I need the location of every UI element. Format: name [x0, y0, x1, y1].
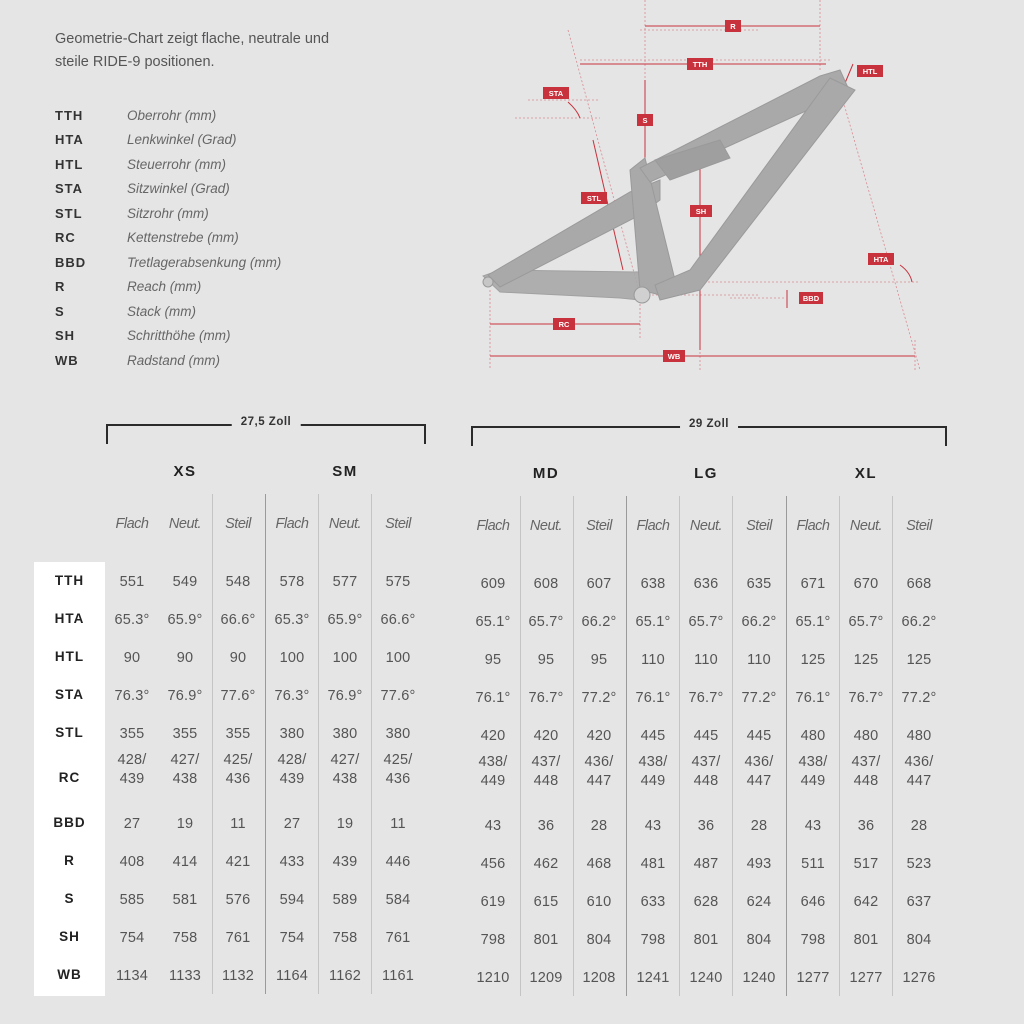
table-cell: 76.9° — [167, 688, 203, 704]
table-cell: 754 — [119, 930, 145, 946]
table-cell: 1161 — [382, 968, 414, 984]
table-cell: 438/ 449 — [478, 754, 508, 789]
table-cell: 1241 — [636, 970, 670, 986]
table-cell: 801 — [693, 932, 719, 948]
table-cell: 1240 — [742, 970, 776, 986]
table-cell: 95 — [484, 652, 502, 668]
table-cell: 19 — [336, 816, 354, 832]
table-cell: 523 — [906, 856, 932, 872]
table-cell: 380 — [385, 726, 411, 742]
table-cell: 420 — [480, 728, 506, 744]
column-divider — [892, 496, 893, 996]
table-cell: 1240 — [689, 970, 723, 986]
table-cell: 420 — [586, 728, 612, 744]
diagram-label-wb: WB — [667, 352, 681, 361]
table-cell: 65.7° — [688, 614, 724, 630]
table-cell: 798 — [800, 932, 826, 948]
table-cell: 428/ 439 — [277, 752, 307, 787]
table-cell: 493 — [746, 856, 772, 872]
table-cell: 380 — [279, 726, 305, 742]
table-cell: 761 — [225, 930, 251, 946]
table-cell: 594 — [279, 892, 305, 908]
table-cell: 28 — [750, 818, 768, 834]
table-cell: 437/ 448 — [851, 754, 881, 789]
table-cell: 65.1° — [795, 614, 831, 630]
column-divider — [679, 496, 680, 996]
table-cell: 481 — [640, 856, 666, 872]
table-cell: 43 — [484, 818, 502, 834]
column-divider — [318, 494, 319, 994]
mode-label: Steil — [225, 516, 251, 532]
diagram-label-s: S — [642, 116, 648, 125]
table-cell: 798 — [480, 932, 506, 948]
table-cell: 445 — [746, 728, 772, 744]
table-cell: 76.1° — [795, 690, 831, 706]
table-cell: 100 — [385, 650, 411, 666]
table-cell: 355 — [172, 726, 198, 742]
table-cell: 754 — [279, 930, 305, 946]
table-cell: 549 — [172, 574, 198, 590]
legend-abbr: RC — [55, 230, 76, 246]
legend-desc: Oberrohr (mm) — [127, 107, 217, 123]
table-cell: 43 — [644, 818, 662, 834]
mode-label: Neut. — [689, 518, 723, 534]
mode-label: Flach — [636, 518, 670, 534]
table-cell: 468 — [586, 856, 612, 872]
table-cell: 66.6° — [380, 612, 416, 628]
row-header-r: R — [64, 853, 75, 868]
table-cell: 65.9° — [327, 612, 363, 628]
mode-label: Flach — [115, 516, 149, 532]
column-divider — [732, 496, 733, 996]
legend-abbr: WB — [55, 352, 79, 368]
mode-label: Neut. — [529, 518, 563, 534]
table-cell: 581 — [172, 892, 198, 908]
table-cell: 65.1° — [635, 614, 671, 630]
table-cell: 65.9° — [167, 612, 203, 628]
table-cell: 758 — [332, 930, 358, 946]
table-cell: 801 — [533, 932, 559, 948]
table-cell: 480 — [800, 728, 826, 744]
table-cell: 77.2° — [901, 690, 937, 706]
table-cell: 436/ 447 — [904, 754, 934, 789]
table-cell: 633 — [640, 894, 666, 910]
size-heading-xs: XS — [173, 463, 197, 480]
table-cell: 608 — [533, 576, 559, 592]
legend-abbr: HTL — [55, 156, 84, 172]
table-cell: 438/ 449 — [798, 754, 828, 789]
diagram-label-sh: SH — [695, 207, 707, 216]
table-cell: 668 — [906, 576, 932, 592]
row-header-htl: HTL — [54, 649, 85, 664]
table-cell: 76.1° — [635, 690, 671, 706]
table-cell: 761 — [385, 930, 411, 946]
table-cell: 804 — [906, 932, 932, 948]
table-cell: 1133 — [169, 968, 201, 984]
table-cell: 427/ 438 — [170, 752, 200, 787]
table-cell: 125 — [853, 652, 879, 668]
table-cell: 480 — [853, 728, 879, 744]
table-cell: 90 — [176, 650, 194, 666]
legend-abbr: STA — [55, 181, 84, 197]
table-cell: 77.2° — [741, 690, 777, 706]
legend-abbr: TTH — [55, 107, 84, 123]
legend-abbr: SH — [55, 328, 76, 344]
table-cell: 637 — [906, 894, 932, 910]
table-cell: 76.9° — [327, 688, 363, 704]
table-cell: 438/ 449 — [638, 754, 668, 789]
legend-desc: Tretlagerabsenkung (mm) — [127, 254, 282, 270]
table-cell: 758 — [172, 930, 198, 946]
table-cell: 65.1° — [475, 614, 511, 630]
group-label-27-5: 27,5 Zoll — [232, 416, 301, 428]
row-header-sta: STA — [55, 687, 84, 702]
table-cell: 577 — [332, 574, 358, 590]
table-cell: 66.2° — [741, 614, 777, 630]
legend-row — [55, 177, 281, 202]
legend-abbr: BBD — [55, 254, 87, 270]
table-cell: 36 — [697, 818, 715, 834]
table-cell: 575 — [385, 574, 411, 590]
mode-label: Neut. — [328, 516, 362, 532]
table-cell: 65.3° — [274, 612, 310, 628]
table-cell: 446 — [385, 854, 411, 870]
legend-row — [55, 128, 281, 153]
table-cell: 110 — [641, 652, 665, 668]
table-cell: 90 — [123, 650, 141, 666]
column-divider — [520, 496, 521, 996]
legend-row — [55, 226, 281, 251]
size-heading-sm: SM — [332, 463, 358, 480]
table-cell: 36 — [537, 818, 555, 834]
table-cell: 27 — [283, 816, 301, 832]
table-cell: 670 — [853, 576, 879, 592]
table-cell: 1162 — [329, 968, 361, 984]
table-cell: 425/ 436 — [383, 752, 413, 787]
table-cell: 95 — [537, 652, 555, 668]
table-cell: 804 — [746, 932, 772, 948]
table-cell: 76.7° — [688, 690, 724, 706]
table-cell: 1276 — [902, 970, 936, 986]
column-divider — [839, 496, 840, 996]
table-cell: 487 — [693, 856, 719, 872]
table-cell: 11 — [390, 816, 406, 832]
table-cell: 66.6° — [220, 612, 256, 628]
legend-desc: Schritthöhe (mm) — [127, 328, 231, 344]
table-cell: 76.3° — [114, 688, 150, 704]
table-cell: 635 — [746, 576, 772, 592]
table-cell: 43 — [804, 818, 822, 834]
legend-row — [55, 152, 281, 177]
legend-abbr: HTA — [55, 132, 84, 148]
table-cell: 551 — [119, 574, 145, 590]
group-label-29: 29 Zoll — [680, 418, 738, 430]
table-cell: 125 — [800, 652, 826, 668]
diagram-label-htl: HTL — [862, 67, 878, 76]
table-cell: 511 — [801, 856, 825, 872]
diagram-label-bbd: BBD — [802, 294, 820, 303]
table-cell: 125 — [906, 652, 932, 668]
table-cell: 1208 — [582, 970, 616, 986]
diagram-label-tth: TTH — [692, 60, 708, 69]
table-cell: 1210 — [476, 970, 510, 986]
row-header-sh: SH — [59, 929, 80, 944]
table-cell: 578 — [279, 574, 305, 590]
mode-label: Neut. — [849, 518, 883, 534]
column-divider — [573, 496, 574, 996]
table-cell: 414 — [172, 854, 198, 870]
table-cell: 110 — [694, 652, 718, 668]
table-cell: 624 — [746, 894, 772, 910]
table-cell: 517 — [853, 856, 879, 872]
table-cell: 66.2° — [901, 614, 937, 630]
table-cell: 584 — [385, 892, 411, 908]
legend-row — [55, 103, 281, 128]
table-cell: 90 — [229, 650, 247, 666]
size-heading-lg: LG — [694, 465, 718, 482]
row-header-stl: STL — [55, 725, 84, 740]
table-cell: 548 — [225, 574, 251, 590]
table-cell: 1277 — [849, 970, 883, 986]
table-cell: 77.6° — [220, 688, 256, 704]
legend-row — [55, 348, 281, 373]
table-cell: 646 — [800, 894, 826, 910]
row-header-s: S — [64, 891, 75, 906]
row-header-hta: HTA — [54, 611, 85, 626]
legend-desc: Stack (mm) — [127, 303, 196, 319]
column-divider — [212, 494, 213, 994]
table-cell: 589 — [332, 892, 358, 908]
table-cell: 77.2° — [581, 690, 617, 706]
geometry-legend — [55, 103, 281, 373]
size-heading-xl: XL — [854, 465, 878, 482]
row-header-wb: WB — [57, 967, 82, 982]
table-cell: 456 — [480, 856, 506, 872]
table-cell: 610 — [586, 894, 612, 910]
diagram-label-r: R — [730, 22, 736, 31]
table-cell: 642 — [853, 894, 879, 910]
mode-label: Flach — [796, 518, 830, 534]
legend-desc: Steuerrohr (mm) — [127, 156, 227, 172]
legend-abbr: R — [55, 279, 66, 295]
table-cell: 801 — [853, 932, 879, 948]
mode-label: Neut. — [168, 516, 202, 532]
legend-row — [55, 299, 281, 324]
table-cell: 798 — [640, 932, 666, 948]
table-cell: 433 — [279, 854, 305, 870]
table-cell: 576 — [225, 892, 251, 908]
table-cell: 445 — [693, 728, 719, 744]
table-cell: 439 — [332, 854, 358, 870]
table-cell: 110 — [747, 652, 771, 668]
table-cell: 65.7° — [848, 614, 884, 630]
table-cell: 65.7° — [528, 614, 564, 630]
table-cell: 445 — [640, 728, 666, 744]
row-header-rc: RC — [58, 770, 81, 785]
mode-label: Steil — [385, 516, 411, 532]
column-divider — [371, 494, 372, 994]
legend-row — [55, 275, 281, 300]
table-cell: 671 — [800, 576, 826, 592]
table-cell: 76.3° — [274, 688, 310, 704]
intro-text: Geometrie-Chart zeigt flache, neutrale und steile RIDE-9 positionen. — [55, 31, 330, 70]
legend-row — [55, 324, 281, 349]
diagram-label-rc: RC — [558, 320, 570, 329]
legend-desc: Sitzwinkel (Grad) — [127, 181, 230, 197]
table-cell: 420 — [533, 728, 559, 744]
table-cell: 95 — [590, 652, 608, 668]
legend-abbr: STL — [55, 205, 83, 221]
mode-label: Flach — [476, 518, 510, 534]
legend-desc: Sitzrohr (mm) — [127, 205, 209, 221]
table-cell: 638 — [640, 576, 666, 592]
table-cell: 28 — [590, 818, 608, 834]
table-cell: 380 — [332, 726, 358, 742]
table-cell: 437/ 448 — [531, 754, 561, 789]
table-cell: 609 — [480, 576, 506, 592]
table-cell: 408 — [119, 854, 145, 870]
table-cell: 1132 — [222, 968, 254, 984]
column-divider — [626, 496, 627, 996]
legend-desc: Radstand (mm) — [127, 352, 221, 368]
table-cell: 28 — [910, 818, 928, 834]
row-header-bbd: BBD — [53, 815, 86, 830]
size-heading-md: MD — [532, 465, 560, 482]
legend-desc: Kettenstrebe (mm) — [127, 230, 239, 246]
table-cell: 77.6° — [380, 688, 416, 704]
table-cell: 76.1° — [475, 690, 511, 706]
table-cell: 421 — [225, 854, 251, 870]
legend-desc: Reach (mm) — [127, 279, 202, 295]
table-cell: 76.7° — [848, 690, 884, 706]
table-cell: 585 — [119, 892, 145, 908]
row-header-tth: TTH — [54, 573, 85, 588]
table-cell: 11 — [230, 816, 246, 832]
column-divider — [786, 496, 787, 996]
column-divider — [265, 494, 266, 994]
bike-geometry-diagram — [470, 0, 940, 380]
table-cell: 36 — [857, 818, 875, 834]
table-cell: 100 — [279, 650, 305, 666]
diagram-label-stl: STL — [586, 194, 602, 203]
table-cell: 628 — [693, 894, 719, 910]
table-cell: 607 — [586, 576, 612, 592]
table-cell: 66.2° — [581, 614, 617, 630]
table-cell: 636 — [693, 576, 719, 592]
mode-label: Steil — [746, 518, 772, 534]
table-cell: 427/ 438 — [330, 752, 360, 787]
group-bracket-27-5 — [106, 416, 426, 444]
table-cell: 615 — [533, 894, 559, 910]
table-cell: 100 — [332, 650, 358, 666]
table-cell: 804 — [586, 932, 612, 948]
table-cell: 1134 — [116, 968, 148, 984]
table-cell: 462 — [533, 856, 559, 872]
table-cell: 355 — [225, 726, 251, 742]
mode-label: Steil — [586, 518, 612, 534]
legend-desc: Lenkwinkel (Grad) — [127, 132, 237, 148]
group-bracket-29 — [471, 418, 947, 446]
table-cell: 1209 — [529, 970, 563, 986]
table-cell: 425/ 436 — [223, 752, 253, 787]
table-cell: 619 — [480, 894, 506, 910]
table-cell: 436/ 447 — [744, 754, 774, 789]
table-cell: 355 — [119, 726, 145, 742]
table-cell: 19 — [176, 816, 194, 832]
table-cell: 480 — [906, 728, 932, 744]
table-cell: 27 — [123, 816, 141, 832]
table-cell: 437/ 448 — [691, 754, 721, 789]
legend-row — [55, 250, 281, 275]
table-cell: 1277 — [796, 970, 830, 986]
mode-label: Flach — [275, 516, 309, 532]
table-cell: 428/ 439 — [117, 752, 147, 787]
table-cell: 76.7° — [528, 690, 564, 706]
legend-row — [55, 201, 281, 226]
table-cell: 436/ 447 — [584, 754, 614, 789]
table-cell: 65.3° — [114, 612, 150, 628]
diagram-label-sta: STA — [548, 89, 564, 98]
table-cell: 1164 — [276, 968, 308, 984]
mode-label: Steil — [906, 518, 932, 534]
legend-abbr: S — [55, 303, 65, 319]
diagram-label-hta: HTA — [873, 255, 889, 264]
